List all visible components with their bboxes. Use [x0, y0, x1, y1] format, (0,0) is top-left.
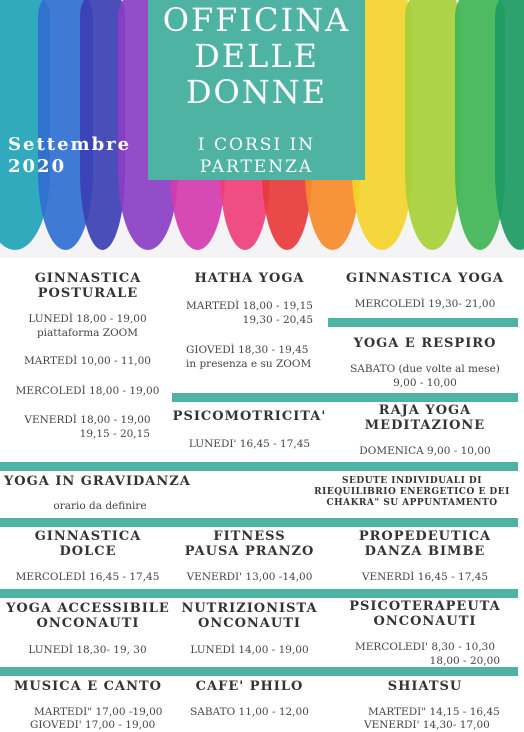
header-banner [0, 0, 524, 258]
title-part: MEDITAZIONE [364, 418, 486, 433]
course-title-yoga-e-respiro: YOGA E RESPIRO [353, 336, 497, 351]
course-title-yoga-accessibile [4, 601, 172, 631]
schedule-text: VENERDI' 14,30- 17,00 [364, 719, 490, 731]
subtitle-line-1: I CORSI IN [197, 135, 316, 155]
title-part: ONCONAUTI [198, 616, 301, 631]
schedule-text: MERCOLEDÌ 19,30- 21,00 [354, 298, 496, 310]
title-part: DANZA BIMBE [364, 544, 486, 559]
course-title-hatha-yoga: HATHA YOGA [194, 271, 305, 286]
divider-bar [0, 667, 518, 676]
schedule-text: VENERDÌ 18,00 - 19,00 [24, 414, 151, 426]
note-line: CHAKRA" SU APPUNTAMENTO [326, 498, 498, 508]
title-part: GINNASTICA [34, 529, 142, 544]
schedule-text: GIOVEDÌ 18,30 - 19,45 [186, 344, 309, 356]
schedule-text: LUNEDI' 16,45 - 17,45 [188, 438, 311, 450]
title-part: NUTRIZIONISTA [181, 601, 318, 616]
note-line: RIEQUILIBRIO ENERGETICO E DEI [314, 487, 510, 497]
schedule-text: MARTEDI" 17,00 -19,00 [34, 706, 163, 718]
date-month: Settembre [8, 134, 132, 155]
title-part: DOLCE [59, 544, 117, 559]
title-line-2: DELLE [194, 37, 319, 75]
title-part: YOGA ACCESSIBILE [6, 601, 170, 616]
schedule-text: LUNEDÌ 18,30- 19, 30 [28, 644, 147, 656]
schedule-text: MARTEDI" 14,15 - 16,45 [368, 706, 500, 718]
course-title-ginnastica-dolce [8, 529, 168, 559]
title-part: PSICOTERAPEUTA [349, 599, 501, 614]
schedule-text: MARTEDÌ 10,00 - 11,00 [24, 355, 151, 367]
course-title-psicoterapeuta [330, 599, 520, 629]
schedule-text: 9,00 - 10,00 [393, 377, 457, 389]
divider-bar [0, 462, 518, 471]
course-title-fitness [172, 529, 327, 559]
course-title-propedeutica [330, 529, 520, 559]
course-title-shiatsu: SHIATSU [387, 679, 463, 694]
divider-bar [0, 518, 518, 527]
schedule-text: VENERDI' 13,00 -14,00 [186, 571, 313, 583]
schedule-text: MARTEDÌ 18,00 - 19,15 [186, 300, 313, 312]
schedule-text: DOMENICA 9,00 - 10,00 [359, 445, 491, 457]
course-title-ginnastica-posturale [8, 271, 168, 301]
title-part: GINNASTICA [34, 271, 142, 286]
date-label [8, 134, 131, 178]
title-part: PROPEDEUTICA [358, 529, 492, 544]
schedule-text: SABATO (due volte al mese) [350, 363, 500, 375]
title-line-3: DONNE [185, 73, 328, 111]
schedule-text: LUNEDÌ 18,00 - 19,00 [28, 313, 147, 325]
title-part: POSTURALE [37, 286, 139, 301]
divider-bar [0, 589, 518, 598]
date-year: 2020 [8, 156, 67, 177]
course-title-ginnastica-yoga: GINNASTICA YOGA [346, 271, 504, 286]
title-part: FITNESS [213, 529, 286, 544]
schedule-text: MERCOLEDI' 8,30 - 10,30 [354, 641, 496, 653]
title-part: ONCONAUTI [373, 614, 477, 629]
paint-stroke-lime [405, 0, 460, 250]
schedule-text: 19,15 - 20,15 [79, 428, 150, 440]
course-title-psicomotricita: PSICOMOTRICITA' [172, 409, 327, 424]
schedule-text: 19,30 - 20,45 [242, 314, 313, 326]
subtitle-line-2: PARTENZA [199, 157, 314, 177]
note-line: SEDUTE INDIVIDUALI DI [342, 476, 482, 486]
title-line-1: OFFICINA [162, 1, 351, 39]
course-title-raja-yoga [330, 403, 520, 433]
course-title-musica-e-canto: MUSICA E CANTO [14, 679, 162, 694]
schedule-text: SABATO 11,00 - 12,00 [190, 706, 309, 718]
schedule-text: MERCOLEDÌ 16,45 - 17,45 [15, 571, 160, 583]
course-title-cafe-philo: CAFE' PHILO [195, 679, 304, 694]
paint-stroke-darkgreen [495, 0, 524, 250]
title-part: RAJA YOGA [378, 403, 472, 418]
title-part: ONCONAUTI [36, 616, 140, 631]
schedule-text: LUNEDÌ 14,00 - 19,00 [190, 644, 309, 656]
schedule-text: orario da definire [53, 500, 147, 512]
schedule-text: MERCOLEDÌ 18,00 - 19,00 [15, 385, 160, 397]
divider-bar [172, 393, 518, 402]
schedule-text: 18,00 - 20,00 [429, 655, 500, 667]
divider-bar [328, 318, 518, 327]
title-box [148, 0, 365, 180]
schedule-text: in presenza e su ZOOM [186, 358, 312, 370]
course-title-nutrizionista [172, 601, 327, 631]
sedute-individuali-note [302, 476, 522, 509]
course-title-yoga-gravidanza: YOGA IN GRAVIDANZA [4, 474, 191, 489]
schedule-text: VENERDÌ 16,45 - 17,45 [361, 571, 489, 583]
schedule-text: GIOVEDI' 17,00 - 19,00 [30, 719, 156, 731]
title-part: PAUSA PRANZO [184, 544, 315, 559]
schedule-text: piattaforma ZOOM [36, 327, 139, 339]
